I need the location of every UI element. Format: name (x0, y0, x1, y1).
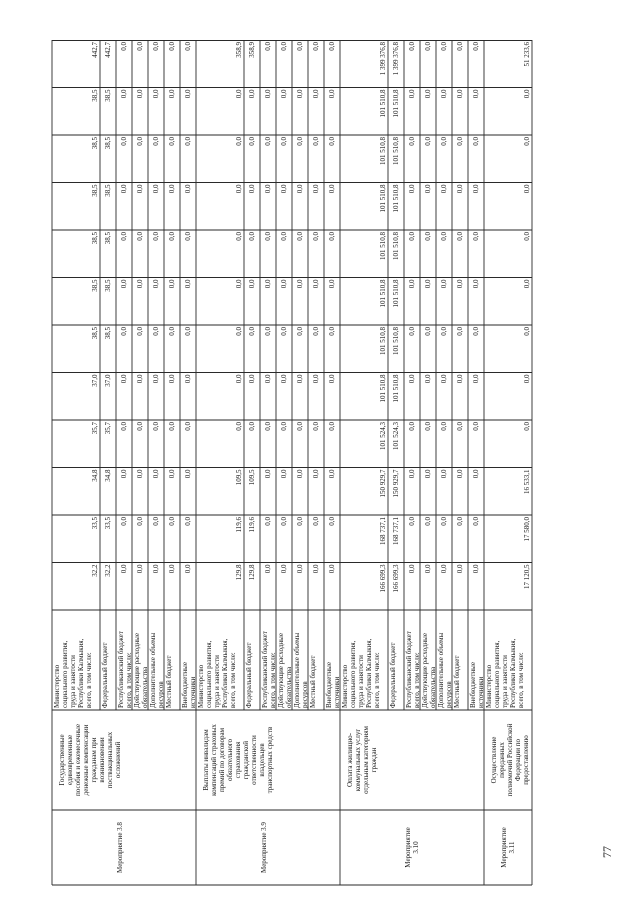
year-value: 38,5 (104, 232, 112, 245)
year-value: 0,0 (408, 374, 416, 384)
year-value: 0,0 (184, 422, 192, 431)
year-value: 0,0 (136, 374, 144, 384)
year-value: 0,0 (440, 374, 448, 384)
year-value: 0,0 (440, 137, 448, 146)
row-total-value: 0,0 (184, 42, 192, 51)
funding-source-label: Местный бюджет (309, 655, 317, 708)
year-value: 0,0 (136, 89, 144, 99)
year-value: 0,0 (120, 422, 128, 431)
year-value: 0,0 (136, 517, 144, 526)
year-value: 0,0 (248, 327, 256, 336)
year-value: 0,0 (523, 89, 531, 99)
year-value: 0,0 (280, 184, 288, 194)
page-number: 77 (600, 846, 614, 858)
year-value: 0,0 (456, 469, 464, 479)
year-value: 38,5 (91, 137, 99, 150)
year-value: 101 510,8 (392, 89, 400, 118)
year-value: 34,8 (104, 469, 112, 482)
year-value: 0,0 (456, 374, 464, 384)
year-value: 0,0 (248, 232, 256, 241)
year-value: 0,0 (328, 89, 336, 99)
year-value: 37,0 (104, 374, 112, 387)
row-total-value: 0,0 (120, 42, 128, 51)
year-value: 0,0 (184, 374, 192, 384)
year-value: 0,0 (408, 232, 416, 241)
row-total-value: 0,0 (168, 42, 176, 51)
year-value: 0,0 (280, 232, 288, 241)
row-total-value: 0,0 (424, 42, 432, 51)
year-value: 0,0 (328, 184, 336, 194)
funding-source-label: Министерство социального развития, труда и занятости Республики Калмыкия, всего, в том числе: (53, 638, 93, 708)
year-value: 0,0 (456, 279, 464, 289)
year-value: 0,0 (280, 469, 288, 479)
year-value: 0,0 (152, 517, 160, 526)
year-value: 0,0 (312, 89, 320, 99)
measure-description: Осуществление переданных полномочий Российской Федерации по предоставлению (490, 723, 530, 797)
year-value: 0,0 (248, 184, 256, 194)
year-value: 0,0 (152, 327, 160, 336)
year-value: 129,8 (248, 564, 256, 581)
funding-source-label: Министерство социального развития, труда и занятости Республики Калмыкия, всего, в том числе: (341, 638, 381, 708)
year-value: 0,0 (280, 89, 288, 99)
year-value: 0,0 (328, 232, 336, 241)
year-value: 0,0 (120, 184, 128, 194)
year-value: 0,0 (296, 517, 304, 526)
year-value: 0,0 (296, 137, 304, 146)
year-value: 37,0 (91, 374, 99, 387)
funding-source-label: Дополнительные объемы ресурсов (437, 632, 453, 708)
year-value: 0,0 (312, 279, 320, 289)
year-value: 0,0 (296, 564, 304, 574)
measure-number: Мероприятие 3.10 (404, 827, 420, 868)
year-value: 0,0 (328, 517, 336, 526)
year-value: 0,0 (328, 137, 336, 146)
row-total-value: 0,0 (328, 42, 336, 51)
year-value: 0,0 (235, 184, 243, 194)
year-value: 0,0 (152, 374, 160, 384)
year-value: 38,5 (104, 327, 112, 340)
year-value: 38,5 (91, 232, 99, 245)
row-total-value: 0,0 (472, 42, 480, 51)
year-value: 0,0 (472, 374, 480, 384)
year-value: 0,0 (424, 327, 432, 336)
year-value: 0,0 (312, 422, 320, 431)
year-value: 0,0 (168, 232, 176, 241)
rotated-table-sheet (50, 40, 630, 885)
year-value: 119,6 (248, 517, 256, 533)
year-value: 101 510,8 (379, 137, 387, 165)
year-value: 0,0 (136, 469, 144, 479)
year-value: 0,0 (312, 374, 320, 384)
year-value: 0,0 (296, 89, 304, 99)
row-total-value: 51 233,6 (523, 42, 531, 67)
year-value: 0,0 (296, 184, 304, 194)
row-total-value: 0,0 (136, 42, 144, 51)
funding-source-label: Республиканский бюджет всего, в том числе: (405, 631, 421, 708)
year-value: 109,5 (248, 469, 256, 486)
year-value: 0,0 (523, 279, 531, 289)
year-value: 17 120,5 (523, 564, 531, 589)
year-value: 0,0 (440, 517, 448, 526)
year-value: 0,0 (408, 564, 416, 574)
year-value: 101 510,8 (379, 374, 387, 403)
year-value: 0,0 (424, 279, 432, 289)
measure-description: Государственные единовременные пособия и ежемесячные денежные компенсации гражданам при возникновении поствакцинальных осложнений (58, 724, 122, 796)
year-value: 35,7 (104, 422, 112, 435)
year-value: 0,0 (120, 517, 128, 526)
year-value: 0,0 (424, 184, 432, 194)
funding-source-label: Местный бюджет (453, 655, 461, 708)
year-value: 166 699,3 (392, 564, 400, 593)
year-value: 0,0 (408, 422, 416, 431)
year-value: 101 510,8 (392, 327, 400, 355)
year-value: 168 737,1 (379, 517, 387, 545)
year-value: 0,0 (120, 279, 128, 289)
row-total-value: 0,0 (408, 42, 416, 51)
year-value: 0,0 (264, 517, 272, 526)
year-value: 0,0 (136, 327, 144, 336)
row-total-value: 0,0 (264, 42, 272, 51)
year-value: 0,0 (120, 564, 128, 574)
year-value: 38,5 (91, 327, 99, 340)
year-value: 0,0 (456, 564, 464, 574)
year-value: 0,0 (296, 374, 304, 384)
year-value: 101 510,8 (392, 232, 400, 260)
year-value: 0,0 (184, 89, 192, 99)
year-value: 35,7 (91, 422, 99, 435)
year-value: 0,0 (264, 327, 272, 336)
year-value: 0,0 (264, 469, 272, 479)
year-value: 38,5 (104, 279, 112, 292)
funding-source-label: Внебюджетные источники (325, 662, 341, 708)
year-value: 0,0 (248, 374, 256, 384)
year-value: 0,0 (523, 327, 531, 336)
year-value: 0,0 (152, 422, 160, 431)
year-value: 0,0 (168, 137, 176, 146)
year-value: 0,0 (168, 374, 176, 384)
year-value: 38,5 (91, 279, 99, 292)
year-value: 101 510,8 (392, 184, 400, 213)
year-value: 0,0 (264, 232, 272, 241)
year-value: 0,0 (120, 327, 128, 336)
year-value: 0,0 (472, 89, 480, 99)
year-value: 0,0 (280, 137, 288, 146)
year-value: 33,5 (91, 517, 99, 530)
year-value: 0,0 (312, 469, 320, 479)
year-value: 0,0 (408, 89, 416, 99)
year-value: 0,0 (152, 89, 160, 99)
year-value: 0,0 (408, 469, 416, 479)
year-value: 38,5 (104, 184, 112, 197)
funding-source-label: Действующие расходные обязательства (421, 633, 437, 708)
year-value: 17 580,0 (523, 517, 531, 542)
year-value: 0,0 (184, 564, 192, 574)
year-value: 101 510,8 (379, 327, 387, 355)
funding-source-label: Республиканский бюджет всего, в том числе: (261, 631, 277, 708)
year-value: 0,0 (408, 517, 416, 526)
year-value: 0,0 (523, 422, 531, 431)
year-value: 0,0 (264, 422, 272, 431)
year-value: 0,0 (523, 232, 531, 241)
year-value: 0,0 (296, 327, 304, 336)
funding-source-label: Внебюджетные источники (469, 662, 485, 708)
year-value: 0,0 (424, 517, 432, 526)
year-value: 0,0 (280, 422, 288, 431)
year-value: 0,0 (235, 89, 243, 99)
year-value: 0,0 (440, 184, 448, 194)
year-value: 0,0 (184, 517, 192, 526)
year-value: 38,5 (91, 89, 99, 102)
year-value: 0,0 (456, 184, 464, 194)
funding-source-label: Федеральный бюджет (389, 642, 397, 708)
year-value: 101 510,8 (392, 374, 400, 403)
row-total-value: 442,7 (91, 42, 99, 58)
row-total-value: 0,0 (440, 42, 448, 51)
year-value: 150 929,7 (392, 469, 400, 498)
year-value: 101 510,8 (379, 232, 387, 260)
year-value: 0,0 (328, 564, 336, 574)
year-value: 150 929,7 (379, 469, 387, 498)
year-value: 0,0 (168, 184, 176, 194)
row-total-value: 0,0 (152, 42, 160, 51)
year-value: 0,0 (440, 279, 448, 289)
year-value: 119,6 (235, 517, 243, 533)
year-value: 0,0 (328, 422, 336, 431)
row-total-value: 0,0 (312, 42, 320, 51)
row-total-value: 358,9 (248, 42, 256, 58)
year-value: 101 510,8 (379, 89, 387, 118)
year-value: 0,0 (168, 422, 176, 431)
year-value: 0,0 (440, 327, 448, 336)
year-value: 0,0 (152, 137, 160, 146)
year-value: 0,0 (248, 137, 256, 146)
year-value: 0,0 (328, 469, 336, 479)
year-value: 0,0 (424, 137, 432, 146)
funding-source-label: Федеральный бюджет (245, 642, 253, 708)
year-value: 0,0 (440, 564, 448, 574)
year-value: 0,0 (152, 232, 160, 241)
year-value: 38,5 (104, 137, 112, 150)
year-value: 0,0 (168, 517, 176, 526)
year-value: 0,0 (280, 279, 288, 289)
year-value: 0,0 (472, 232, 480, 241)
row-total-value: 0,0 (296, 42, 304, 51)
year-value: 0,0 (168, 469, 176, 479)
year-value: 101 524,3 (379, 422, 387, 450)
year-value: 0,0 (408, 327, 416, 336)
year-value: 0,0 (264, 564, 272, 574)
year-value: 0,0 (312, 184, 320, 194)
year-value: 0,0 (235, 327, 243, 336)
year-value: 0,0 (440, 89, 448, 99)
year-value: 16 533,1 (523, 469, 531, 494)
year-value: 0,0 (472, 517, 480, 526)
row-total-value: 0,0 (280, 42, 288, 51)
year-value: 0,0 (456, 232, 464, 241)
year-value: 0,0 (456, 137, 464, 146)
year-value: 0,0 (264, 89, 272, 99)
funding-source-label: Министерство социального развития, труда и занятости Республики Калмыкия, всего, в том числе: (485, 638, 525, 708)
year-value: 109,5 (235, 469, 243, 486)
year-value: 0,0 (328, 327, 336, 336)
year-value: 0,0 (456, 517, 464, 526)
year-value: 38,5 (104, 89, 112, 102)
row-total-value: 358,9 (235, 42, 243, 58)
measure-description: Выплаты инвалидам компенсаций страховых премий по договорам обязательного страхования гражданской ответственности владельцев транспортных средств (202, 724, 274, 796)
year-value: 0,0 (296, 422, 304, 431)
year-value: 0,0 (312, 137, 320, 146)
row-total-value: 442,7 (104, 42, 112, 58)
year-value: 0,0 (424, 89, 432, 99)
year-value: 129,8 (235, 564, 243, 581)
year-value: 0,0 (264, 374, 272, 384)
year-value: 0,0 (235, 422, 243, 431)
year-value: 0,0 (120, 137, 128, 146)
year-value: 0,0 (168, 564, 176, 574)
funding-source-label: Дополнительные объемы ресурсов (293, 632, 309, 708)
year-value: 0,0 (120, 469, 128, 479)
year-value: 32,2 (104, 564, 112, 577)
measure-number: Мероприятие 3.8 (116, 822, 124, 873)
year-value: 0,0 (184, 137, 192, 146)
year-value: 0,0 (248, 279, 256, 289)
year-value: 0,0 (424, 564, 432, 574)
year-value: 0,0 (440, 422, 448, 431)
year-value: 0,0 (472, 564, 480, 574)
measure-description: Оплата жилищно- коммунальных услуг отдельным категориям граждан (346, 726, 378, 794)
year-value: 0,0 (168, 327, 176, 336)
year-value: 0,0 (440, 232, 448, 241)
year-value: 0,0 (152, 184, 160, 194)
year-value: 0,0 (120, 89, 128, 99)
year-value: 0,0 (472, 469, 480, 479)
year-value: 0,0 (280, 564, 288, 574)
row-total-value: 1 399 376,8 (379, 42, 387, 76)
year-value: 0,0 (472, 279, 480, 289)
year-value: 168 737,1 (392, 517, 400, 545)
year-value: 0,0 (456, 89, 464, 99)
year-value: 166 699,3 (379, 564, 387, 593)
year-value: 34,8 (91, 469, 99, 482)
year-value: 101 510,8 (392, 279, 400, 308)
year-value: 0,0 (280, 517, 288, 526)
year-value: 0,0 (152, 469, 160, 479)
year-value: 101 510,8 (379, 184, 387, 213)
year-value: 0,0 (235, 137, 243, 146)
year-value: 0,0 (136, 279, 144, 289)
year-value: 0,0 (264, 137, 272, 146)
measure-number: Мероприятие 3.9 (260, 822, 268, 873)
year-value: 0,0 (248, 89, 256, 99)
funding-source-label: Местный бюджет (165, 655, 173, 708)
year-value: 0,0 (152, 279, 160, 289)
year-value: 0,0 (312, 327, 320, 336)
year-value: 0,0 (408, 137, 416, 146)
year-value: 0,0 (424, 232, 432, 241)
year-value: 0,0 (472, 184, 480, 194)
year-value: 32,2 (91, 564, 99, 577)
year-value: 0,0 (328, 279, 336, 289)
year-value: 0,0 (312, 232, 320, 241)
funding-source-label: Дополнительные объемы ресурсов (149, 632, 165, 708)
year-value: 0,0 (472, 327, 480, 336)
year-value: 0,0 (523, 137, 531, 146)
funding-source-label: Федеральный бюджет (101, 642, 109, 708)
year-value: 0,0 (523, 184, 531, 194)
year-value: 0,0 (296, 279, 304, 289)
year-value: 101 524,3 (392, 422, 400, 450)
year-value: 0,0 (120, 232, 128, 241)
year-value: 0,0 (235, 279, 243, 289)
year-value: 0,0 (136, 184, 144, 194)
year-value: 0,0 (424, 422, 432, 431)
year-value: 0,0 (472, 422, 480, 431)
funding-source-label: Министерство социального развития, труда и занятости Республики Калмыкия, всего, в том числе: (197, 638, 237, 708)
year-value: 0,0 (312, 517, 320, 526)
year-value: 0,0 (184, 279, 192, 289)
measure-number: Мероприятие 3.11 (500, 827, 516, 868)
year-value: 0,0 (440, 469, 448, 479)
year-value: 0,0 (296, 469, 304, 479)
year-value: 0,0 (184, 184, 192, 194)
year-value: 0,0 (408, 279, 416, 289)
year-value: 0,0 (280, 374, 288, 384)
funding-source-label: Внебюджетные источники (181, 662, 197, 708)
year-value: 0,0 (136, 422, 144, 431)
year-value: 33,5 (104, 517, 112, 530)
year-value: 0,0 (184, 327, 192, 336)
year-value: 0,0 (280, 327, 288, 336)
year-value: 0,0 (472, 137, 480, 146)
year-value: 0,0 (168, 89, 176, 99)
row-total-value: 0,0 (456, 42, 464, 51)
year-value: 0,0 (184, 232, 192, 241)
funding-source-label: Действующие расходные обязательства (277, 633, 293, 708)
year-value: 0,0 (136, 564, 144, 574)
year-value: 0,0 (235, 232, 243, 241)
year-value: 0,0 (248, 422, 256, 431)
year-value: 0,0 (456, 327, 464, 336)
year-value: 101 510,8 (379, 279, 387, 308)
year-value: 0,0 (424, 374, 432, 384)
year-value: 0,0 (184, 469, 192, 479)
year-value: 0,0 (120, 374, 128, 384)
year-value: 101 510,8 (392, 137, 400, 165)
year-value: 38,5 (91, 184, 99, 197)
year-value: 0,0 (235, 374, 243, 384)
funding-source-label: Действующие расходные обязательства (133, 633, 149, 708)
row-total-value: 1 399 376,8 (392, 42, 400, 76)
funding-source-label: Республиканский бюджет всего, в том числе: (117, 631, 133, 708)
year-value: 0,0 (136, 137, 144, 146)
year-value: 0,0 (424, 469, 432, 479)
year-value: 0,0 (296, 232, 304, 241)
year-value: 0,0 (136, 232, 144, 241)
year-value: 0,0 (328, 374, 336, 384)
year-value: 0,0 (312, 564, 320, 574)
year-value: 0,0 (523, 374, 531, 384)
year-value: 0,0 (264, 184, 272, 194)
year-value: 0,0 (152, 564, 160, 574)
year-value: 0,0 (264, 279, 272, 289)
year-value: 0,0 (168, 279, 176, 289)
year-value: 0,0 (456, 422, 464, 431)
year-value: 0,0 (408, 184, 416, 194)
